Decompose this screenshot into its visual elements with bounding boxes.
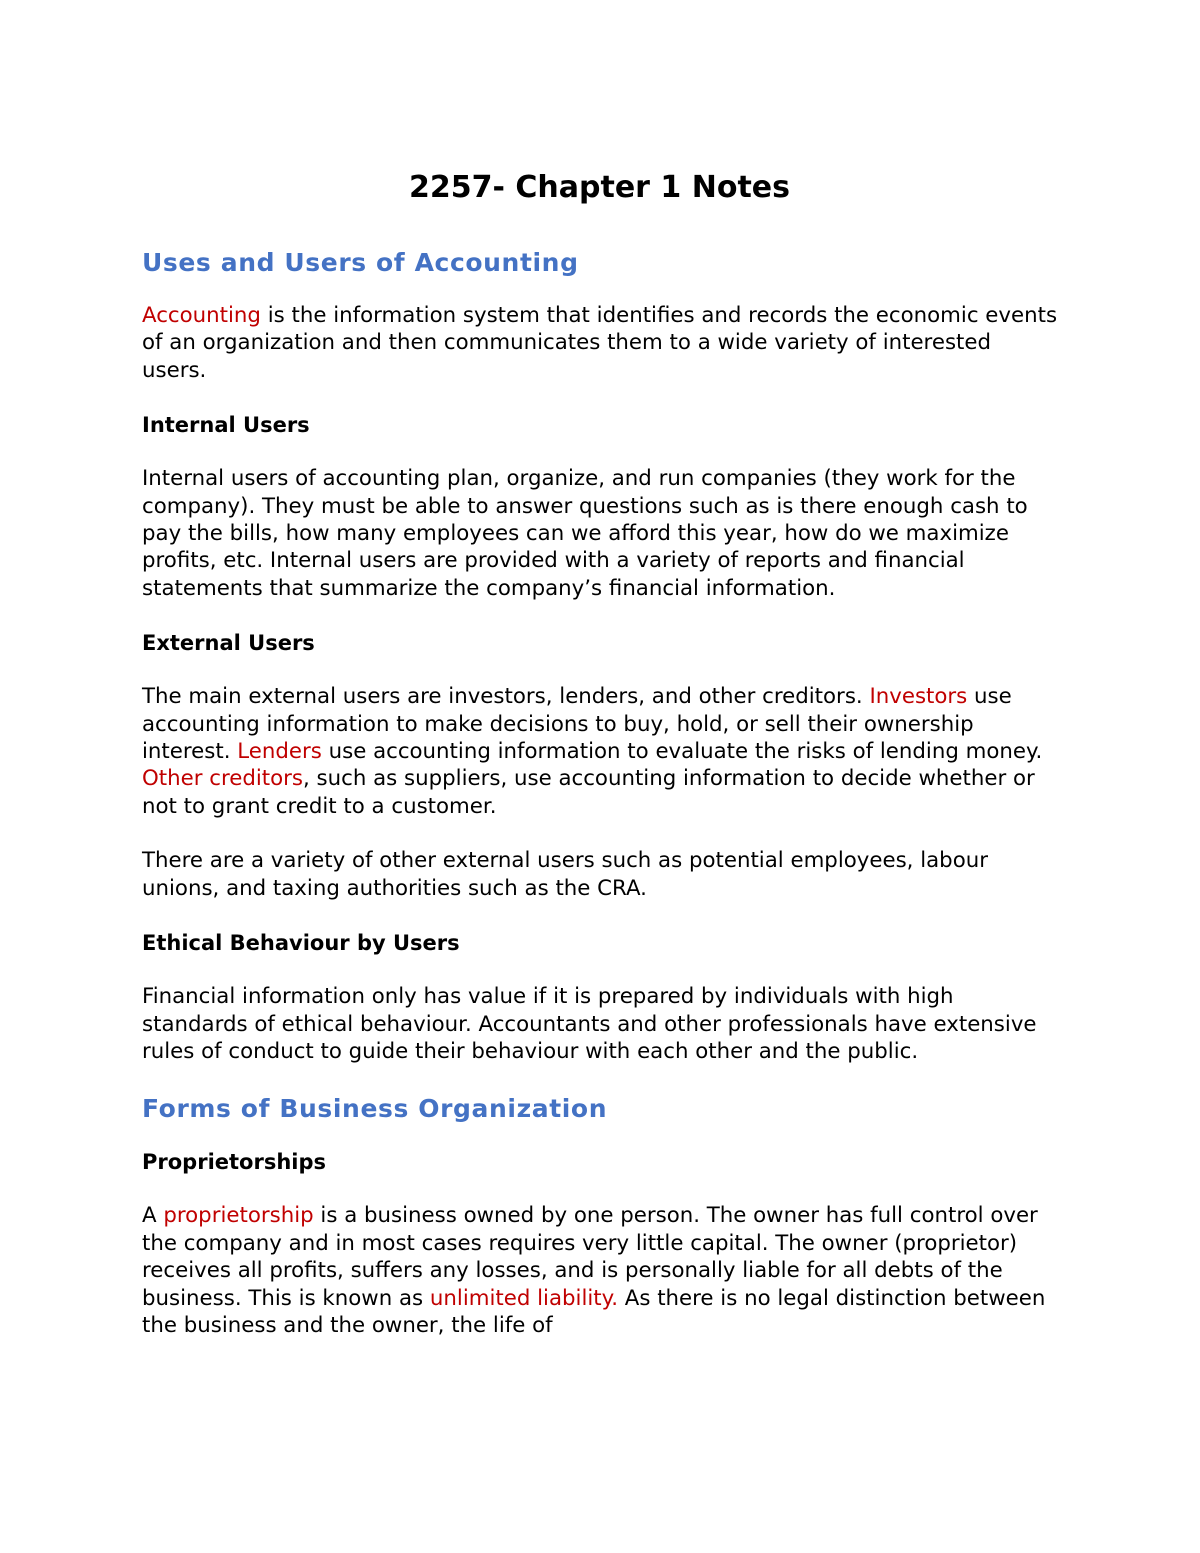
ethical-behaviour-paragraph: Financial information only has value if it is prepared by individuals with high standards of ethical behaviour. Accountants and other professionals have extensive rules of conduct to guide their behaviour with each other and the public.: [142, 984, 1037, 1064]
term-lenders: Lenders: [237, 739, 322, 765]
document-page: [142, 168, 1062, 1366]
term-accounting: Accounting: [142, 303, 261, 328]
term-proprietorship: proprietorship: [163, 1203, 314, 1229]
proprietorship-text-2: is a business owned by one person. The owner has full control over the company and in most cases requires very little capital. The owner (proprietor) receives all profits, suffers any losses, and is personally liable for all debts of the business. This is known as: [142, 1203, 1038, 1311]
subheading-internal-users: Internal Users: [142, 413, 310, 438]
subheading-external-users: External Users: [142, 631, 315, 656]
term-other-creditors: Other creditors: [142, 766, 304, 792]
document-title: 2257- Chapter 1 Notes: [409, 170, 790, 205]
internal-users-paragraph: Internal users of accounting plan, organize, and run companies (they work for the company). They must be able to answer questions such as is there enough cash to pay the bills, how many employees can we afford this year, how do we maximize profits, etc. Internal users are provided with a variety of reports and financial statements that summarize the company’s financial information.: [142, 466, 1028, 601]
proprietorship-paragraph: [142, 1202, 1062, 1339]
proprietorship-text-1: A: [142, 1203, 164, 1229]
other-external-users-paragraph: There are a variety of other external users such as potential employees, labour unions, and taxing authorities such as the CRA.: [142, 848, 988, 901]
section-heading-forms-of-business: Forms of Business Organization: [142, 1094, 608, 1124]
external-users-text-4: , such as suppliers, use accounting information to decide whether or not to grant credit to a customer.: [142, 766, 1035, 819]
external-users-text-1: The main external users are investors, lenders, and other creditors.: [142, 684, 870, 710]
term-unlimited-liability: unlimited liability.: [429, 1285, 618, 1311]
section-heading-uses-users: Uses and Users of Accounting: [142, 248, 579, 277]
term-investors: Investors: [869, 684, 968, 710]
accounting-definition-text: is the information system that identifies and records the economic events of an organization and then communicates them to a wide variety of interested users.: [142, 303, 1058, 383]
subheading-ethical-behaviour: Ethical Behaviour by Users: [142, 931, 460, 956]
external-users-text-2: use accounting information to make decisions to buy, hold, or sell their ownership interest.: [142, 684, 1012, 765]
accounting-definition-paragraph: [142, 302, 1062, 384]
external-users-paragraph: [142, 683, 1062, 820]
subheading-proprietorships: Proprietorships: [142, 1150, 327, 1175]
proprietorship-text-3: As there is no legal distinction between the business and the owner, the life of: [142, 1285, 1046, 1338]
external-users-text-3: use accounting information to evaluate the risks of lending money.: [321, 739, 1043, 765]
